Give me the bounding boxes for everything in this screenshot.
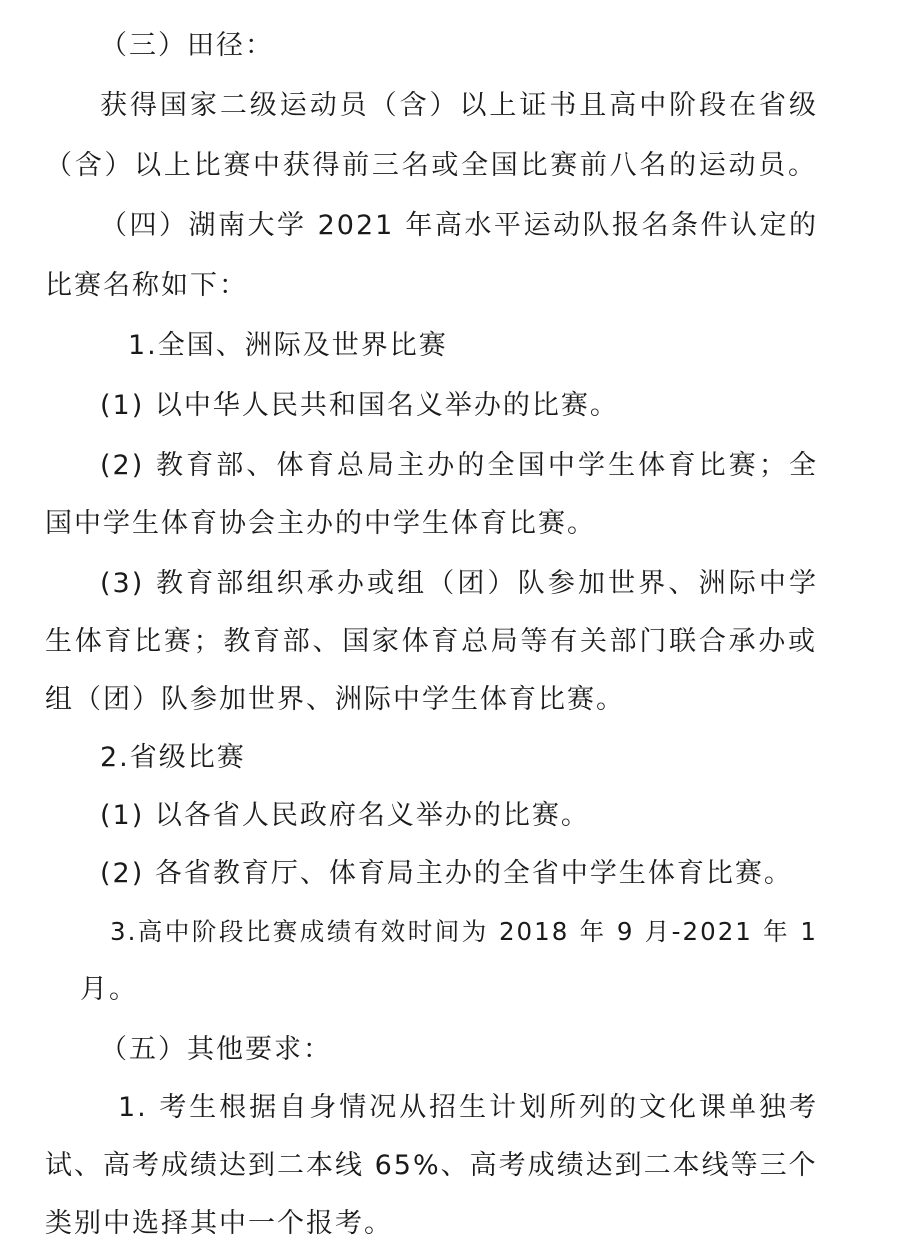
paragraph-line: 组（团）队参加世界、洲际中学生体育比赛。 [45,684,625,715]
paragraph-line: 试、高考成绩达到二本线 65%、高考成绩达到二本线等三个 [45,1150,818,1181]
paragraph-line: 月。 [80,974,138,1005]
paragraph-line: 获得国家二级运动员（含）以上证书且高中阶段在省级 [100,90,818,121]
list-item: (1) 以各省人民政府名义举办的比赛。 [100,800,590,831]
paragraph-line: 类别中选择其中一个报考。 [45,1208,393,1239]
section-heading-three: （三）田径： [100,30,274,61]
paragraph-line: 生体育比赛；教育部、国家体育总局等有关部门联合承办或 [45,626,817,657]
paragraph-line: 比赛名称如下： [45,270,248,301]
list-item: (2) 各省教育厅、体育局主办的全省中学生体育比赛。 [100,858,793,889]
section-heading-four: （四）湖南大学 2021 年高水平运动队报名条件认定的 [100,210,818,241]
list-item: (2) 教育部、体育总局主办的全国中学生体育比赛；全 [100,450,818,481]
paragraph-line: （含）以上比赛中获得前三名或全国比赛前八名的运动员。 [45,150,817,181]
section-heading-five: （五）其他要求： [100,1034,332,1065]
subsection-heading: 3.高中阶段比赛成绩有效时间为 2018 年 9 月-2021 年 1 [110,917,818,946]
list-item: (3) 教育部组织承办或组（团）队参加世界、洲际中学 [100,568,818,599]
subsection-heading: 2.省级比赛 [100,742,246,773]
list-item: 1. 考生根据自身情况从招生计划所列的文化课单独考 [118,1092,818,1123]
paragraph-line: 国中学生体育协会主办的中学生体育比赛。 [45,508,596,539]
list-item: (1) 以中华人民共和国名义举办的比赛。 [100,390,619,421]
subsection-heading: 1.全国、洲际及世界比赛 [128,330,448,361]
